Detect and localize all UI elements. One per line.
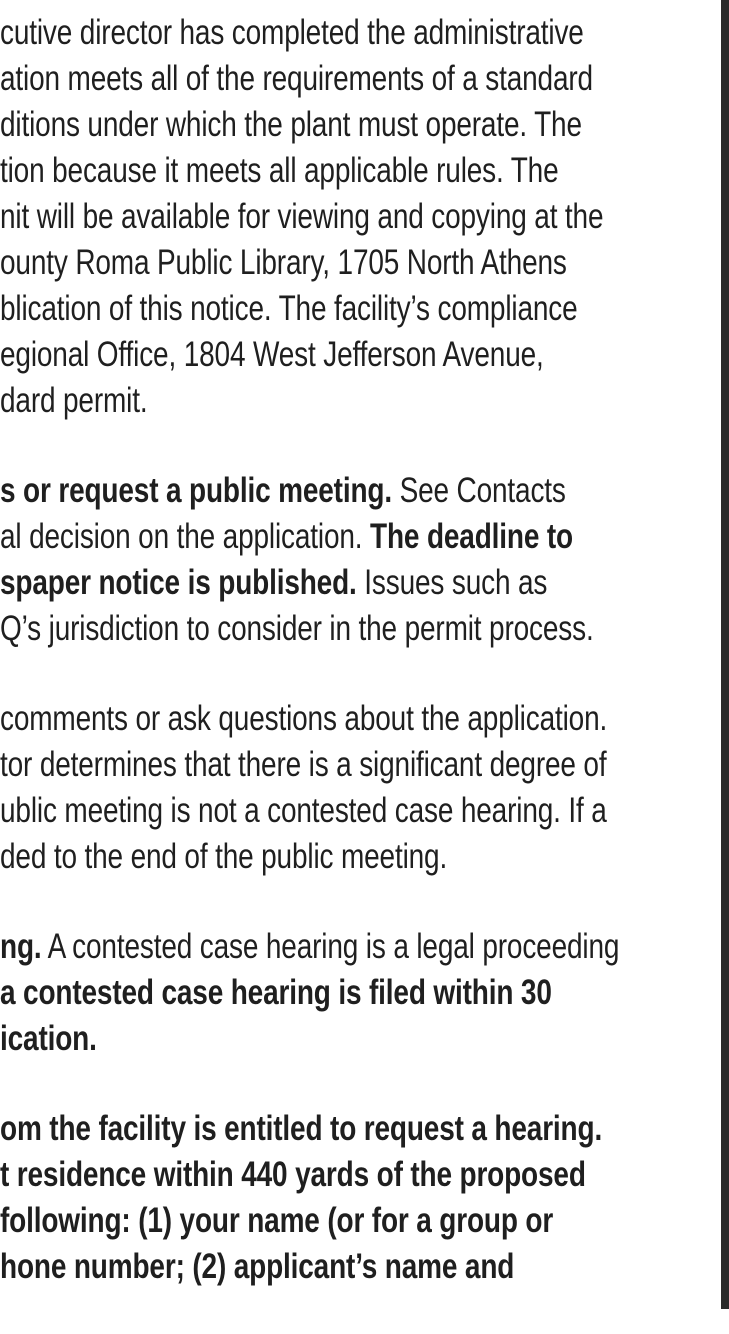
bold-text-segment: hone number; (2) applicant’s name and — [0, 1247, 515, 1286]
text-segment: Q’s jurisdiction to consider in the permit process. — [0, 609, 594, 648]
paragraph-2 — [0, 468, 712, 652]
text-segment: ditions under which the plant must operate. The — [0, 105, 582, 144]
paragraph-4 — [0, 924, 712, 1062]
paragraph-3 — [0, 696, 712, 880]
text-line — [0, 102, 712, 148]
text-line — [0, 560, 712, 606]
text-line — [0, 834, 712, 880]
text-line — [0, 788, 712, 834]
text-segment: tor determines that there is a significant degree of — [0, 745, 607, 784]
text-segment: Issues such as — [356, 563, 548, 602]
text-line — [0, 332, 712, 378]
text-segment: See Contacts — [391, 471, 566, 510]
text-line — [0, 56, 712, 102]
text-segment: al decision on the application. — [0, 517, 371, 556]
text-segment: ublic meeting is not a contested case hearing. If a — [0, 791, 607, 830]
text-segment: dard permit. — [0, 381, 148, 420]
text-line — [0, 240, 712, 286]
bold-text-segment: a contested case hearing is filed within 30 — [0, 973, 552, 1012]
text-segment: ded to the end of the public meeting. — [0, 837, 448, 876]
text-line — [0, 468, 712, 514]
text-line — [0, 742, 712, 788]
bold-text-segment: ication. — [0, 1019, 97, 1058]
text-segment: A contested case hearing is a legal proceeding — [41, 927, 620, 966]
notice-text-column — [0, 10, 712, 1334]
text-line — [0, 696, 712, 742]
text-line — [0, 194, 712, 240]
text-line — [0, 924, 712, 970]
text-segment: nit will be available for viewing and copying at the — [0, 197, 604, 236]
text-line — [0, 1106, 712, 1152]
text-line — [0, 378, 712, 424]
text-line — [0, 606, 712, 652]
text-line — [0, 10, 712, 56]
paragraph-5 — [0, 1106, 712, 1290]
bold-text-segment: following: (1) your name (or for a group or — [0, 1201, 554, 1240]
text-line — [0, 1016, 712, 1062]
text-segment: egional Office, 1804 West Jefferson Avenue, — [0, 335, 544, 374]
bold-text-segment: om the facility is entitled to request a hearing. — [0, 1109, 603, 1148]
text-line — [0, 148, 712, 194]
text-segment: blication of this notice. The facility’s compliance — [0, 289, 578, 328]
page-border — [721, 0, 729, 1309]
text-segment: ation meets all of the requirements of a standard — [0, 59, 593, 98]
bold-text-segment: ng. — [0, 927, 42, 966]
text-line — [0, 1244, 712, 1290]
text-segment: ounty Roma Public Library, 1705 North Athens — [0, 243, 567, 282]
text-segment: cutive director has completed the administrative — [0, 13, 584, 52]
text-line — [0, 286, 712, 332]
text-line — [0, 514, 712, 560]
bold-text-segment: s or request a public meeting. — [0, 471, 392, 510]
text-line — [0, 1152, 712, 1198]
paragraph-1 — [0, 10, 712, 424]
text-segment: tion because it meets all applicable rules. The — [0, 151, 559, 190]
bold-text-segment: t residence within 440 yards of the proposed — [0, 1155, 586, 1194]
bold-text-segment: The deadline to — [370, 517, 573, 556]
text-line — [0, 970, 712, 1016]
text-segment: comments or ask questions about the application. — [0, 699, 608, 738]
text-line — [0, 1198, 712, 1244]
bold-text-segment: spaper notice is published. — [0, 563, 357, 602]
